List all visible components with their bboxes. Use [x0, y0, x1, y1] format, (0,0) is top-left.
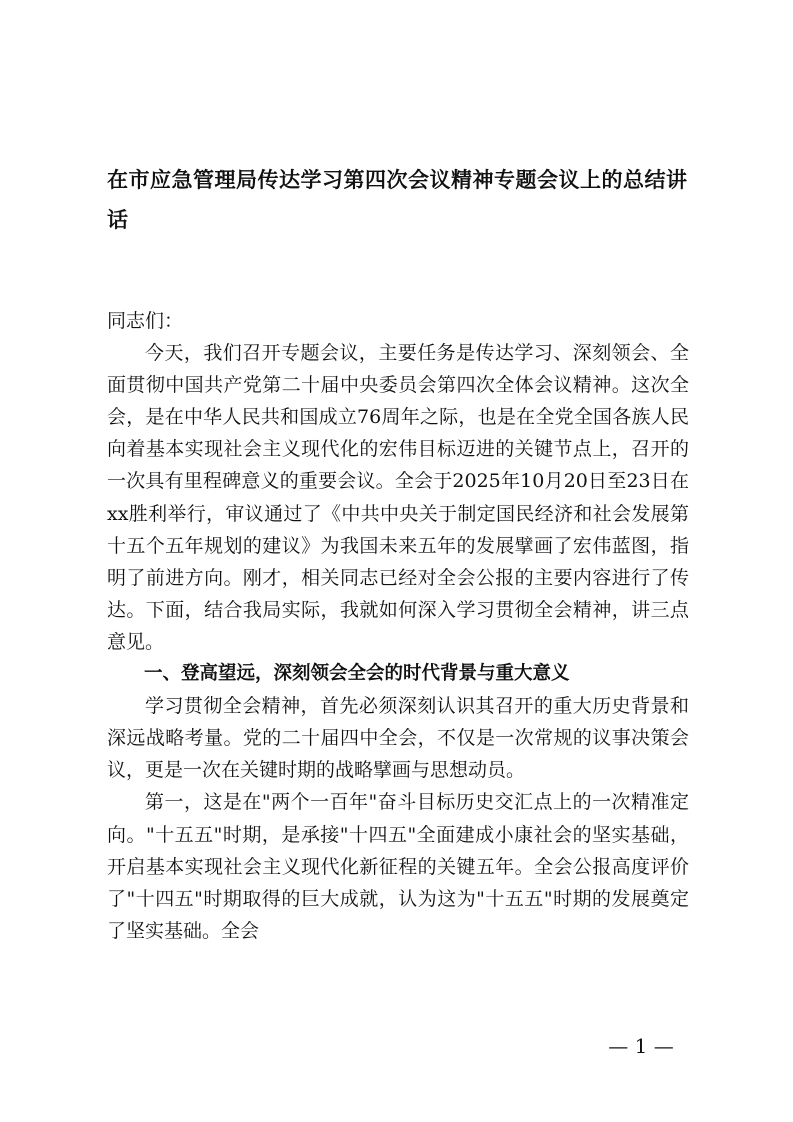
document-title: 在市应急管理局传达学习第四次会议精神专题会议上的总结讲话 [107, 168, 688, 232]
paragraph-opening: 今天，我们召开专题会议，主要任务是传达学习、深刻领会、全面贯彻中国共产党第二十届中央委员会第四次全体会议精神。这次全会，是在中华人民共和国成立76周年之际，也是在全党全国各族人民向着基本实现社会主义现代化的宏伟目标迈进的关键节点上，召开的一次具有里程碑意义的重要会议。全会于2025年10月20日至23日在xx胜利举行，审议通过了《中共中央关于制定国民经济和社会发展第十五个五年规划的建议》为我国未来五年的发展擘画了宏伟蓝图，指明了前进方向。刚才，相关同志已经对全会公报的主要内容进行了传达。下面，结合我局实际，我就如何深入学习贯彻全会精神，讲三点意见。 [107, 342, 689, 653]
section-heading-1: 一、登高望远，深刻领会全会的时代背景与重大意义 [144, 663, 570, 685]
page-number: — 1 — [608, 1034, 674, 1058]
paragraph-section-2: 第一，这是在"两个一百年"奋斗目标历史交汇点上的一次精准定向。"十五五"时期，是承接"十四五"全面建成小康社会的坚实基础，开启基本实现社会主义现代化新征程的关键五年。全会公报高度评价了"十四五"时期取得的巨大成就，认为这为"十五五"时期的发展奠定了坚实基础。全会 [107, 791, 689, 942]
salutation: 同志们： [107, 310, 184, 332]
document-body [107, 305, 689, 947]
paragraph-section-1: 学习贯彻全会精神，首先必须深刻认识其召开的重大历史背景和深远战略考量。党的二十届四中全会，不仅是一次常规的议事决策会议，更是一次在关键时期的战略擘画与思想动员。 [107, 695, 689, 782]
